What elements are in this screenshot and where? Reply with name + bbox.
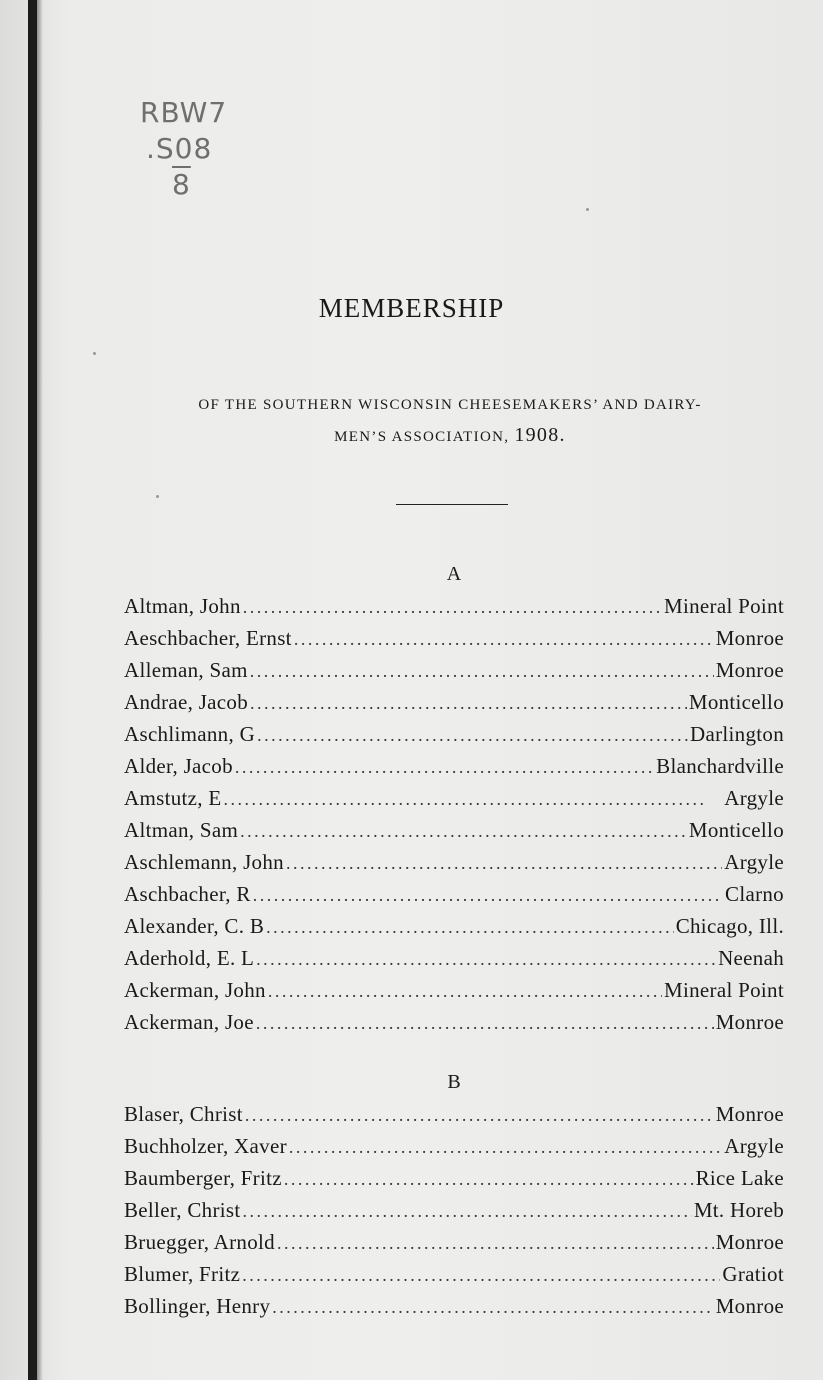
member-row xyxy=(124,974,784,1006)
member-name: Aderhold, E. L xyxy=(124,946,255,970)
member-place: Monroe xyxy=(715,658,784,682)
member-name: Bollinger, Henry xyxy=(124,1294,271,1318)
member-name: Buchholzer, Xaver xyxy=(124,1134,287,1158)
section-b xyxy=(124,1066,784,1322)
dot-leader xyxy=(268,975,662,1007)
member-name: Alexander, C. B xyxy=(124,914,265,938)
call-mark-line-1: RBW7 xyxy=(140,96,228,129)
member-place: Clarno xyxy=(725,882,784,906)
paper-speck xyxy=(93,352,96,355)
member-row xyxy=(124,1194,784,1226)
library-call-mark xyxy=(140,95,250,203)
member-place: Mineral Point xyxy=(664,978,784,1002)
member-place: Argyle xyxy=(724,850,784,874)
member-name: Baumberger, Fritz xyxy=(124,1166,282,1190)
call-mark-line-3: 8 xyxy=(172,168,191,201)
paper-speck xyxy=(586,208,589,211)
dot-leader xyxy=(277,1227,714,1259)
member-place: Monroe xyxy=(715,626,784,650)
page-subtitle xyxy=(120,390,780,452)
dot-leader xyxy=(257,719,688,751)
member-row xyxy=(124,910,784,942)
member-place: Monticello xyxy=(688,818,784,842)
member-row xyxy=(124,1258,784,1290)
dot-leader xyxy=(250,687,687,719)
member-place: Argyle xyxy=(724,1134,784,1158)
member-row xyxy=(124,782,784,814)
book-spine xyxy=(28,0,37,1380)
member-name: Aeschbacher, Ernst xyxy=(124,626,292,650)
title-divider xyxy=(396,504,508,505)
subtitle-line-2 xyxy=(120,420,780,452)
member-place: Blanchardville xyxy=(656,754,784,778)
dot-leader xyxy=(284,1163,694,1195)
member-name: Aschlemann, John xyxy=(124,850,284,874)
member-name: Andrae, Jacob xyxy=(124,690,249,714)
section-letter: B xyxy=(447,1071,461,1093)
member-name: Ackerman, John xyxy=(124,978,266,1002)
section-a xyxy=(124,558,784,1038)
subtitle-line-1: OF THE SOUTHERN WISCONSIN CHEESEMAKERS’ AND DAIRY- xyxy=(198,397,702,413)
member-place: Monroe xyxy=(715,1294,784,1318)
member-row xyxy=(124,590,784,622)
member-list-a xyxy=(124,590,784,1038)
member-name: Bruegger, Arnold xyxy=(124,1230,275,1254)
member-place: Rice Lake xyxy=(695,1166,784,1190)
member-name: Aschbacher, R xyxy=(124,882,251,906)
member-name: Altman, John xyxy=(124,594,241,618)
member-row xyxy=(124,846,784,878)
member-place: Argyle xyxy=(724,786,784,810)
spine-shadow xyxy=(37,0,43,1380)
member-row xyxy=(124,942,784,974)
member-name: Ackerman, Joe xyxy=(124,1010,254,1034)
member-row xyxy=(124,622,784,654)
member-place: Mt. Horeb xyxy=(693,1198,784,1222)
member-name: Alleman, Sam xyxy=(124,658,248,682)
member-name: Altman, Sam xyxy=(124,818,239,842)
member-place: Darlington xyxy=(690,722,784,746)
dot-leader xyxy=(272,1291,713,1323)
dot-leader xyxy=(250,655,714,687)
member-row xyxy=(124,718,784,750)
subtitle-line-2-text: MEN’S ASSOCIATION, xyxy=(334,429,510,445)
member-row xyxy=(124,1290,784,1322)
member-place: Monticello xyxy=(688,690,784,714)
member-name: Amstutz, E xyxy=(124,786,222,810)
member-place: Chicago, Ill. xyxy=(675,914,784,938)
dot-leader xyxy=(256,943,716,975)
member-name: Blumer, Fritz xyxy=(124,1262,241,1286)
dot-leader xyxy=(266,911,674,943)
dot-leader xyxy=(224,783,723,815)
call-mark-line-2: .S08 xyxy=(146,132,213,165)
member-row xyxy=(124,654,784,686)
member-row xyxy=(124,1130,784,1162)
dot-leader xyxy=(242,1259,720,1291)
dot-leader xyxy=(235,751,654,783)
page-title: MEMBERSHIP xyxy=(318,293,505,323)
member-row xyxy=(124,750,784,782)
member-name: Beller, Christ xyxy=(124,1198,241,1222)
dot-leader xyxy=(286,847,722,879)
member-place: Gratiot xyxy=(722,1262,784,1286)
member-name: Aschlimann, G xyxy=(124,722,256,746)
member-name: Blaser, Christ xyxy=(124,1102,243,1126)
subtitle-year: 1908. xyxy=(514,424,566,446)
member-place: Monroe xyxy=(715,1010,784,1034)
dot-leader xyxy=(253,879,723,911)
member-row xyxy=(124,1006,784,1038)
member-place: Monroe xyxy=(715,1102,784,1126)
member-row xyxy=(124,814,784,846)
member-name: Alder, Jacob xyxy=(124,754,233,778)
section-letter: A xyxy=(446,563,462,585)
member-place: Mineral Point xyxy=(664,594,784,618)
dot-leader xyxy=(243,1195,692,1227)
dot-leader xyxy=(240,815,687,847)
paper-speck xyxy=(156,495,159,498)
member-row xyxy=(124,1162,784,1194)
dot-leader xyxy=(243,591,662,623)
dot-leader xyxy=(256,1007,714,1039)
member-row xyxy=(124,878,784,910)
dot-leader xyxy=(245,1099,714,1131)
member-row xyxy=(124,1226,784,1258)
member-row xyxy=(124,1098,784,1130)
dot-leader xyxy=(294,623,714,655)
member-row xyxy=(124,686,784,718)
member-place: Monroe xyxy=(715,1230,784,1254)
member-place: Neenah xyxy=(718,946,784,970)
dot-leader xyxy=(289,1131,722,1163)
member-list-b xyxy=(124,1098,784,1322)
